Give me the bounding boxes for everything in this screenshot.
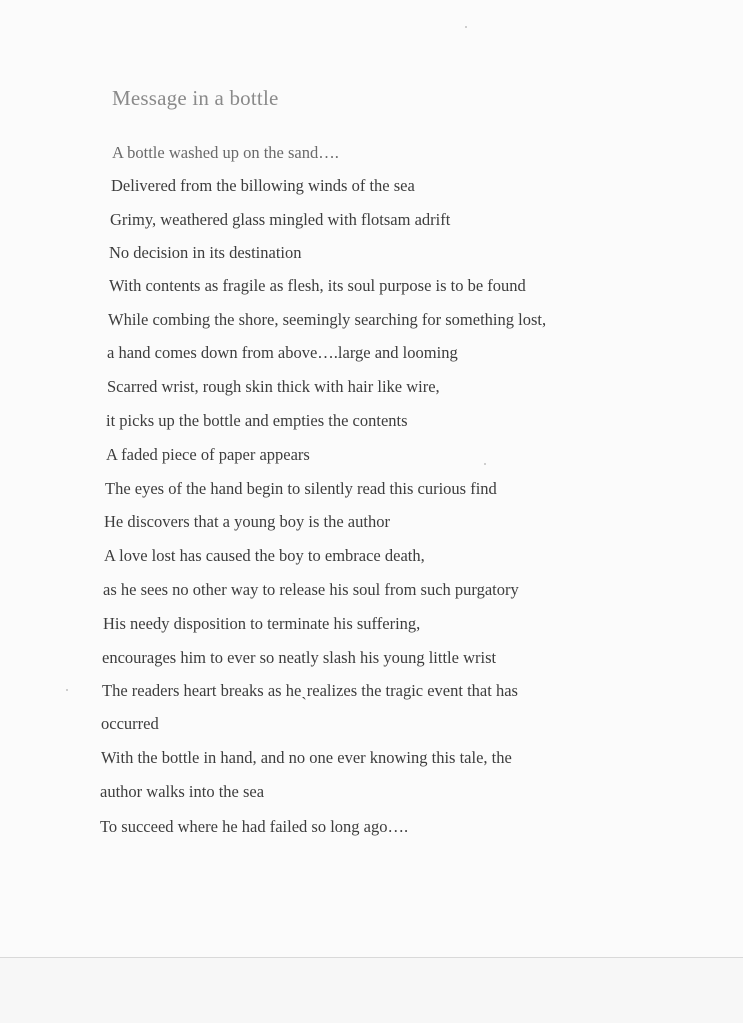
poem-line-5: With contents as fragile as flesh, its soul purpose is to be found bbox=[109, 276, 526, 295]
poem-line-2: Delivered from the billowing winds of the sea bbox=[111, 176, 415, 195]
poem-line-6: While combing the shore, seemingly searching for something lost, bbox=[108, 310, 547, 329]
scan-margin bbox=[0, 958, 743, 1023]
poem-line-15: His needy disposition to terminate his suffering, bbox=[103, 614, 421, 633]
page-edge-divider bbox=[0, 957, 743, 958]
poem-line-14: as he sees no other way to release his soul from such purgatory bbox=[103, 580, 519, 599]
poem-line-12: He discovers that a young boy is the author bbox=[104, 512, 390, 531]
poem-line-18: occurred bbox=[101, 714, 159, 733]
poem-line-11: The eyes of the hand begin to silently read this curious find bbox=[105, 479, 497, 498]
poem-line-13: A love lost has caused the boy to embrace death, bbox=[104, 546, 425, 565]
poem-line-4: No decision in its destination bbox=[109, 243, 302, 262]
poem-line-16: encourages him to ever so neatly slash his young little wrist bbox=[102, 648, 497, 667]
poem-line-21: To succeed where he had failed so long ago…. bbox=[100, 817, 409, 836]
poem-line-3: Grimy, weathered glass mingled with flotsam adrift bbox=[110, 210, 451, 229]
poem-line-1: A bottle washed up on the sand…. bbox=[112, 143, 339, 162]
poem-line-9: it picks up the bottle and empties the contents bbox=[106, 411, 408, 430]
poem-line-10: A faded piece of paper appears bbox=[106, 445, 310, 464]
poem-line-20: author walks into the sea bbox=[100, 782, 265, 801]
poem-line-17: The readers heart breaks as heˎrealizes the tragic event that has bbox=[102, 681, 518, 700]
poem-line-8: Scarred wrist, rough skin thick with hair like wire, bbox=[107, 377, 440, 396]
poem-line-7: a hand comes down from above….large and looming bbox=[107, 343, 458, 362]
poem-title: Message in a bottle bbox=[112, 86, 279, 110]
poem-line-19: With the bottle in hand, and no one ever knowing this tale, the bbox=[101, 748, 512, 767]
